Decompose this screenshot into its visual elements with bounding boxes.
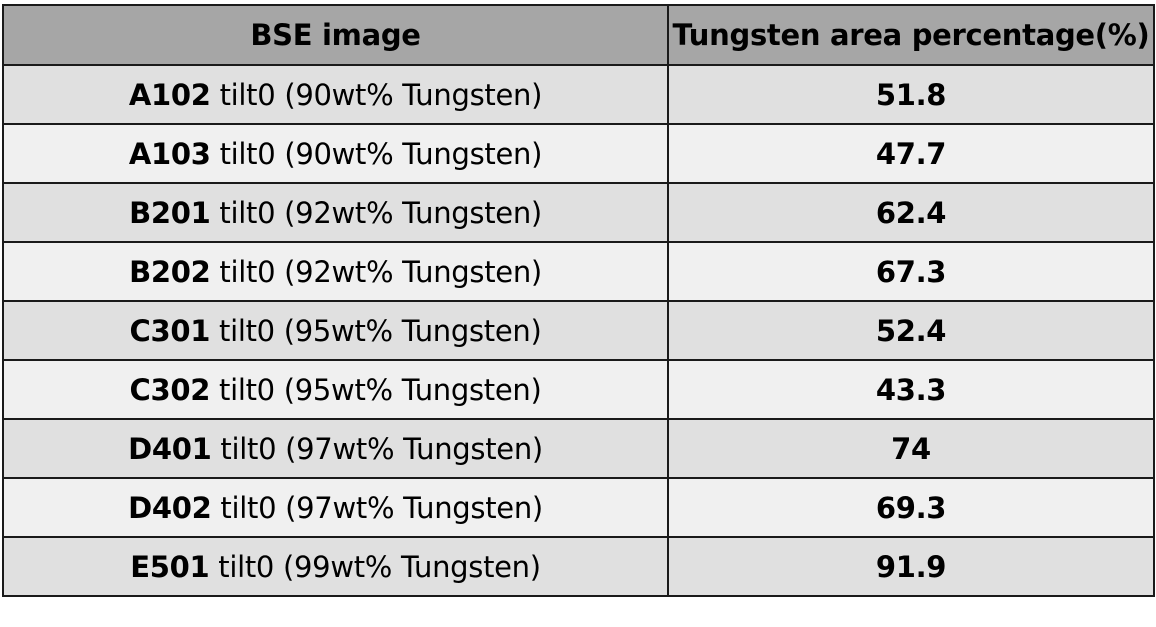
area-percentage-cell: 74 xyxy=(668,419,1154,478)
header-tungsten-area-percentage: Tungsten area percentage(%) xyxy=(668,5,1154,65)
sample-code: E501 xyxy=(130,549,210,584)
bse-image-cell xyxy=(3,537,668,596)
table-row xyxy=(3,301,1154,360)
sample-desc: tilt0 (90wt% Tungsten) xyxy=(210,77,543,112)
sample-desc: tilt0 (95wt% Tungsten) xyxy=(210,372,542,407)
sample-code: A102 xyxy=(128,77,211,112)
table-row xyxy=(3,360,1154,419)
area-percentage-cell: 47.7 xyxy=(668,124,1154,183)
bse-image-cell xyxy=(3,183,668,242)
sample-desc: tilt0 (95wt% Tungsten) xyxy=(210,313,542,348)
area-percentage-cell: 51.8 xyxy=(668,65,1154,124)
sample-desc: tilt0 (97wt% Tungsten) xyxy=(211,490,543,525)
bse-image-cell xyxy=(3,478,668,537)
sample-desc: tilt0 (90wt% Tungsten) xyxy=(210,136,543,171)
sample-desc: tilt0 (92wt% Tungsten) xyxy=(210,254,542,289)
sample-desc: tilt0 (92wt% Tungsten) xyxy=(210,195,542,230)
table-row xyxy=(3,419,1154,478)
sample-desc: tilt0 (97wt% Tungsten) xyxy=(211,431,543,466)
sample-code: B201 xyxy=(129,195,211,230)
tungsten-area-table xyxy=(2,4,1155,597)
header-bse-image: BSE image xyxy=(3,5,668,65)
table-row xyxy=(3,183,1154,242)
sample-code: C302 xyxy=(129,372,211,407)
bse-image-cell xyxy=(3,124,668,183)
sample-code: D402 xyxy=(128,490,212,525)
sample-code: A103 xyxy=(128,136,211,171)
area-percentage-cell: 69.3 xyxy=(668,478,1154,537)
sample-code: B202 xyxy=(129,254,211,289)
sample-code: C301 xyxy=(129,313,211,348)
area-percentage-cell: 62.4 xyxy=(668,183,1154,242)
area-percentage-cell: 91.9 xyxy=(668,537,1154,596)
area-percentage-cell: 43.3 xyxy=(668,360,1154,419)
bse-image-cell xyxy=(3,301,668,360)
header-row xyxy=(3,5,1154,65)
area-percentage-cell: 67.3 xyxy=(668,242,1154,301)
table-row xyxy=(3,242,1154,301)
bse-image-cell xyxy=(3,419,668,478)
area-percentage-cell: 52.4 xyxy=(668,301,1154,360)
bse-image-cell xyxy=(3,65,668,124)
results-table-container xyxy=(2,4,1155,597)
sample-code: D401 xyxy=(128,431,212,466)
table-row xyxy=(3,124,1154,183)
bse-image-cell xyxy=(3,242,668,301)
table-row xyxy=(3,537,1154,596)
table-row xyxy=(3,65,1154,124)
bse-image-cell xyxy=(3,360,668,419)
sample-desc: tilt0 (99wt% Tungsten) xyxy=(209,549,541,584)
table-row xyxy=(3,478,1154,537)
